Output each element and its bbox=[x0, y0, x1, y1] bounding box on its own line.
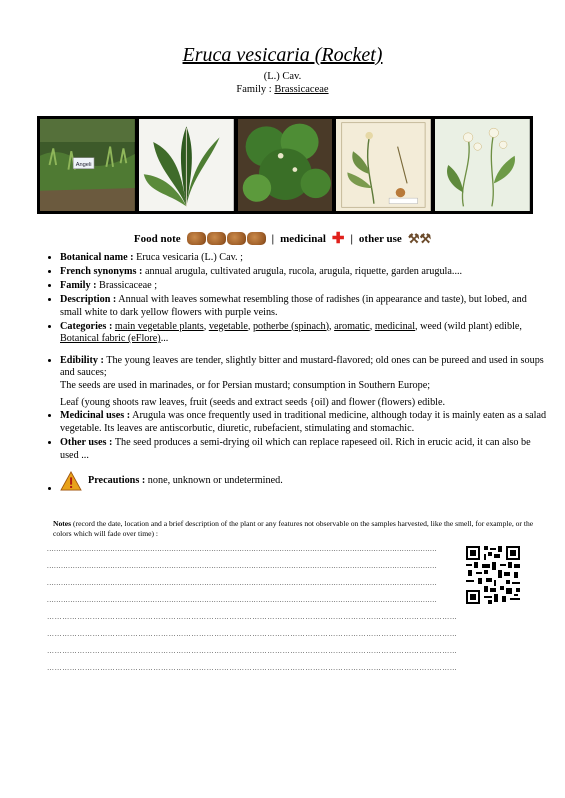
food-note-label: Food note bbox=[133, 232, 181, 245]
note-line[interactable]: ……………………………………………………………………………………………………………………………………………… bbox=[47, 647, 458, 655]
note-line[interactable]: ...................................................................................................................................................................... bbox=[47, 596, 438, 604]
qr-code-icon[interactable] bbox=[466, 546, 520, 604]
list-item: • Categories : main vegetable plants, vegetable, potherbe (spinach), aromatic, medicinal, weed (wild plant) edible, Botanical fabric (eFlore)... bbox=[60, 321, 550, 346]
other-use-label: other use bbox=[358, 232, 402, 245]
plant-photo bbox=[238, 119, 333, 211]
eflore-link[interactable]: Botanical fabric (eFlore) bbox=[60, 333, 161, 345]
list-item: • Other uses : The seed produces a semi-drying oil which can replace rapeseed oil. Rich in erucic acid, it can also be used ... bbox=[60, 437, 550, 462]
photo-strip bbox=[37, 116, 533, 214]
food-icon bbox=[187, 232, 206, 245]
note-line[interactable]: ……………………………………………………………………………………………………………………………………………… bbox=[47, 664, 458, 672]
note-line[interactable]: ...................................................................................................................................................................... bbox=[47, 579, 438, 587]
subtitle bbox=[0, 70, 565, 96]
field-photo bbox=[40, 119, 135, 211]
list-item: • French synonyms : annual arugula, cultivated arugula, rucola, arugula, riquette, garden arugula.... bbox=[60, 266, 550, 279]
note-line[interactable]: ...................................................................................................................................................................... bbox=[47, 562, 438, 570]
tools-icon: ⚒⚒ bbox=[407, 230, 432, 246]
food-icon bbox=[247, 232, 266, 245]
category-link[interactable]: aromatic bbox=[334, 320, 370, 332]
author-text: (L.) Cav. bbox=[263, 71, 302, 82]
field-sign-label: Angeli bbox=[75, 161, 92, 168]
category-link[interactable]: potherbe (spinach) bbox=[252, 320, 330, 332]
page-title: Eruca vesicaria (Rocket) bbox=[182, 44, 383, 66]
list-item: • Edibility : The young leaves are tender, slightly bitter and mustard-flavored; old ones can be pureed and used in soups and sauces; The seeds are used in marinades, or for Persian mustard; consumption in Southern Europe; Leaf (young shoots raw leaves, fruit (seeds and extract seeds {oil) and flower (flowers) edible. bbox=[60, 355, 550, 409]
list-item: • Description : Annual with leaves somewhat resembling those of radishes (in appearance and taste), but lobed, and small white to dark yellow flowers with purple veins. bbox=[60, 294, 550, 319]
family-link[interactable]: Brassicaceae bbox=[274, 84, 329, 95]
category-link[interactable]: medicinal bbox=[374, 320, 416, 332]
category-link[interactable]: vegetable bbox=[208, 320, 248, 332]
family-line: Family : Brassicaceae bbox=[236, 84, 329, 95]
ratings-line bbox=[0, 229, 565, 248]
separator: | bbox=[350, 232, 353, 245]
note-line[interactable]: ……………………………………………………………………………………………………………………………………………… bbox=[47, 630, 458, 638]
food-rating-icons bbox=[187, 232, 266, 245]
food-icon bbox=[207, 232, 226, 245]
leaves-photo bbox=[139, 119, 234, 211]
flowering-plant-photo bbox=[435, 119, 530, 211]
category-link[interactable]: main vegetable plants bbox=[114, 320, 204, 332]
notes-instructions: Notes (record the date, location and a brief description of the plant or any features not observable on the samples harvested, like the smell, for example, or the colors which will fade over time) : bbox=[53, 519, 534, 538]
food-icon bbox=[227, 232, 246, 245]
note-line[interactable]: ……………………………………………………………………………………………………………………………………………… bbox=[47, 613, 458, 621]
list-item: • Medicinal uses : Arugula was once frequently used in traditional medicine, although today it is mainly eaten as a salad vegetable. Its leaves are antiscorbutic, diuretic, rubefacient, stimulating and stomachic. bbox=[60, 410, 550, 435]
separator: | bbox=[271, 232, 275, 245]
list-item: • Botanical name : Eruca vesicaria (L.) Cav. ; bbox=[60, 252, 550, 265]
list-item: • Family : Brassicaceae ; bbox=[60, 280, 550, 293]
note-line[interactable]: ...................................................................................................................................................................... bbox=[47, 545, 438, 553]
list-item: • Precautions : none, unknown or undetermined. bbox=[60, 471, 550, 491]
botanical-plate-photo bbox=[336, 119, 431, 211]
info-list bbox=[46, 252, 550, 493]
warning-icon bbox=[60, 471, 82, 491]
medical-cross-icon: ✚ bbox=[331, 231, 345, 247]
medicinal-label: medicinal bbox=[280, 232, 326, 245]
